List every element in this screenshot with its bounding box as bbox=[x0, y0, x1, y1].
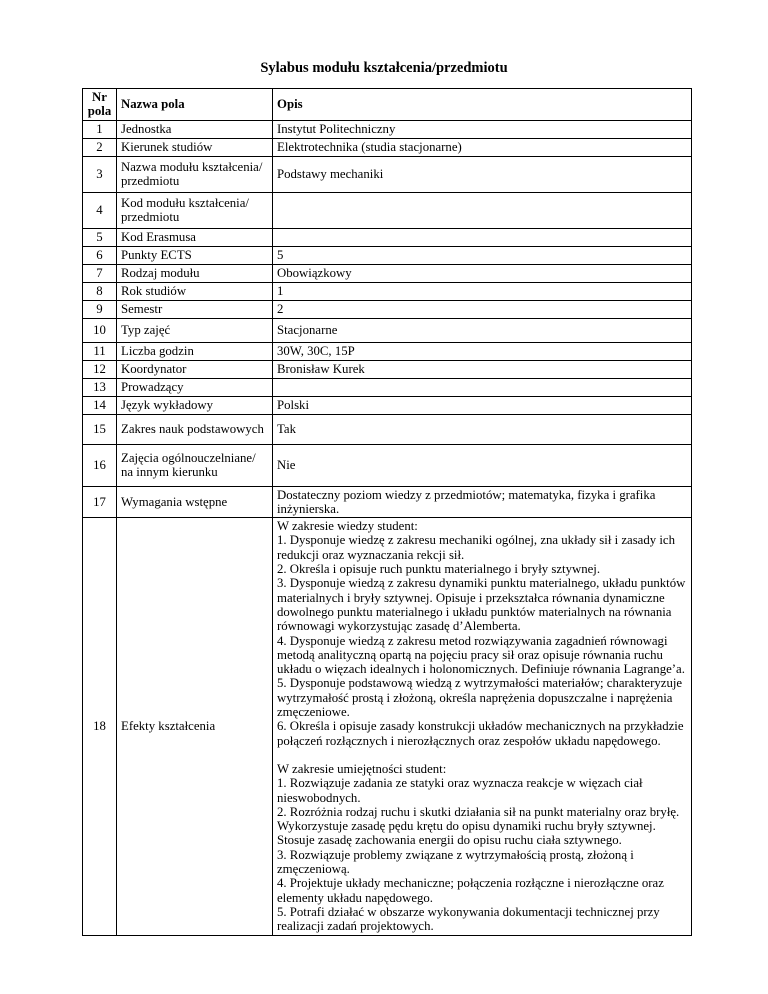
row-nr: 17 bbox=[83, 486, 117, 518]
row-nr: 12 bbox=[83, 360, 117, 378]
table-row bbox=[83, 246, 692, 264]
row-desc: Dostateczny poziom wiedzy z przedmiotów; matematyka, fizyka i grafika inżynierska. bbox=[273, 486, 692, 518]
table-row bbox=[83, 138, 692, 156]
row-desc: 2 bbox=[273, 300, 692, 318]
table-row bbox=[83, 300, 692, 318]
header-nr: Nr pola bbox=[83, 89, 117, 121]
row-name: Kierunek studiów bbox=[117, 138, 273, 156]
row-name: Efekty kształcenia bbox=[117, 518, 273, 935]
row-name: Rodzaj modułu bbox=[117, 264, 273, 282]
row-nr: 11 bbox=[83, 342, 117, 360]
row-nr: 15 bbox=[83, 414, 117, 444]
row-nr: 1 bbox=[83, 120, 117, 138]
row-desc bbox=[273, 378, 692, 396]
row-nr: 8 bbox=[83, 282, 117, 300]
table-header-row bbox=[83, 89, 692, 121]
row-desc bbox=[273, 228, 692, 246]
row-name: Punkty ECTS bbox=[117, 246, 273, 264]
row-nr: 9 bbox=[83, 300, 117, 318]
row-nr: 13 bbox=[83, 378, 117, 396]
row-name: Wymagania wstępne bbox=[117, 486, 273, 518]
table-row bbox=[83, 378, 692, 396]
row-desc: Polski bbox=[273, 396, 692, 414]
row-desc bbox=[273, 192, 692, 228]
table-row bbox=[83, 518, 692, 935]
row-desc: Obowiązkowy bbox=[273, 264, 692, 282]
row-desc: Nie bbox=[273, 444, 692, 486]
row-name: Zajęcia ogólnouczelniane/ na innym kierunku bbox=[117, 444, 273, 486]
table-row bbox=[83, 414, 692, 444]
row-desc: Instytut Politechniczny bbox=[273, 120, 692, 138]
table-row bbox=[83, 360, 692, 378]
table-row bbox=[83, 318, 692, 342]
learning-outcomes-knowledge: W zakresie wiedzy student: 1. Dysponuje wiedzę z zakresu mechaniki ogólnej, zna układy sił i zasady ich redukcji oraz wyznaczania rekcji sił. 2. Określa i opisuje ruch punktu materialnego i bryły sztywnej. 3. Dysponuje wiedzą z zakresu dynamiki punktu materialnego, układu punktów materialnych i bryły sztywnej. Opisuje i przekształca równania dynamiczne dowolnego punktu materialnego i układu punktów materialnych na równania równowagi wykorzystując zasadę d’Alemberta. 4. Dysponuje wiedzą z zakresu metod rozwiązywania zagadnień równowagi metodą analityczną opartą na pojęciu pracy sił oraz opisuje równania ruchu układu o więzach idealnych i holonomicznych. Definiuje równania Lagrange’a. 5. Dysponuje podstawową wiedzą z wytrzymałości materiałów; charakteryzuje wytrzymałość prostą i złożoną, określa naprężenia dopuszczalne i naprężenia zmęczeniowe. 6. Określa i opisuje zasady konstrukcji układów mechanicznych na przykładzie połączeń rozłącznych i nierozłącznych oraz zespołów układu napędowego. bbox=[277, 519, 686, 748]
document-title: Sylabus modułu kształcenia/przedmiotu bbox=[260, 60, 508, 76]
row-name: Kod Erasmusa bbox=[117, 228, 273, 246]
row-desc: Stacjonarne bbox=[273, 318, 692, 342]
header-name: Nazwa pola bbox=[117, 89, 273, 121]
table-row bbox=[83, 264, 692, 282]
row-nr: 18 bbox=[83, 518, 117, 935]
row-desc: 30W, 30C, 15P bbox=[273, 342, 692, 360]
table-row bbox=[83, 342, 692, 360]
row-nr: 4 bbox=[83, 192, 117, 228]
syllabus-table bbox=[82, 88, 692, 936]
row-name: Typ zajęć bbox=[117, 318, 273, 342]
row-name: Semestr bbox=[117, 300, 273, 318]
row-nr: 16 bbox=[83, 444, 117, 486]
table-row bbox=[83, 486, 692, 518]
row-name: Prowadzący bbox=[117, 378, 273, 396]
row-desc: Bronisław Kurek bbox=[273, 360, 692, 378]
row-desc: Tak bbox=[273, 414, 692, 444]
row-nr: 3 bbox=[83, 156, 117, 192]
table-row bbox=[83, 444, 692, 486]
row-desc: Podstawy mechaniki bbox=[273, 156, 692, 192]
row-name: Rok studiów bbox=[117, 282, 273, 300]
row-name: Kod modułu kształcenia/ przedmiotu bbox=[117, 192, 273, 228]
row-nr: 5 bbox=[83, 228, 117, 246]
header-desc: Opis bbox=[273, 89, 692, 121]
row-desc: 1 bbox=[273, 282, 692, 300]
learning-outcomes-skills: W zakresie umiejętności student: 1. Rozwiązuje zadania ze statyki oraz wyznacza reakcje w więzach ciał nieswobodnych. 2. Rozróżnia rodzaj ruchu i skutki działania sił na punkt materialny oraz bryłę. Wykorzystuje zasadę pędu krętu do opisu dynamiki ruchu bryły sztywnej. Stosuje zasadę zachowania energii do opisu ruchu ciała sztywnego. 3. Rozwiązuje problemy związane z wytrzymałością prostą, złożoną i zmęczeniową. 4. Projektuje układy mechaniczne; połączenia rozłączne i nierozłączne oraz elementy układu napędowego. 5. Potrafi działać w obszarze wykonywania dokumentacji technicznej przy realizacji zadań projektowych. bbox=[277, 761, 680, 934]
row-name: Zakres nauk podstawowych bbox=[117, 414, 273, 444]
row-name: Jednostka bbox=[117, 120, 273, 138]
row-desc bbox=[273, 518, 692, 935]
row-name: Koordynator bbox=[117, 360, 273, 378]
row-desc: Elektrotechnika (studia stacjonarne) bbox=[273, 138, 692, 156]
row-desc: 5 bbox=[273, 246, 692, 264]
table-row bbox=[83, 192, 692, 228]
row-nr: 2 bbox=[83, 138, 117, 156]
row-name: Język wykładowy bbox=[117, 396, 273, 414]
table-row bbox=[83, 228, 692, 246]
row-name: Liczba godzin bbox=[117, 342, 273, 360]
table-row bbox=[83, 156, 692, 192]
table-row bbox=[83, 396, 692, 414]
row-nr: 7 bbox=[83, 264, 117, 282]
table-row bbox=[83, 120, 692, 138]
row-name: Nazwa modułu kształcenia/ przedmiotu bbox=[117, 156, 273, 192]
table-row bbox=[83, 282, 692, 300]
row-nr: 10 bbox=[83, 318, 117, 342]
row-nr: 6 bbox=[83, 246, 117, 264]
row-nr: 14 bbox=[83, 396, 117, 414]
